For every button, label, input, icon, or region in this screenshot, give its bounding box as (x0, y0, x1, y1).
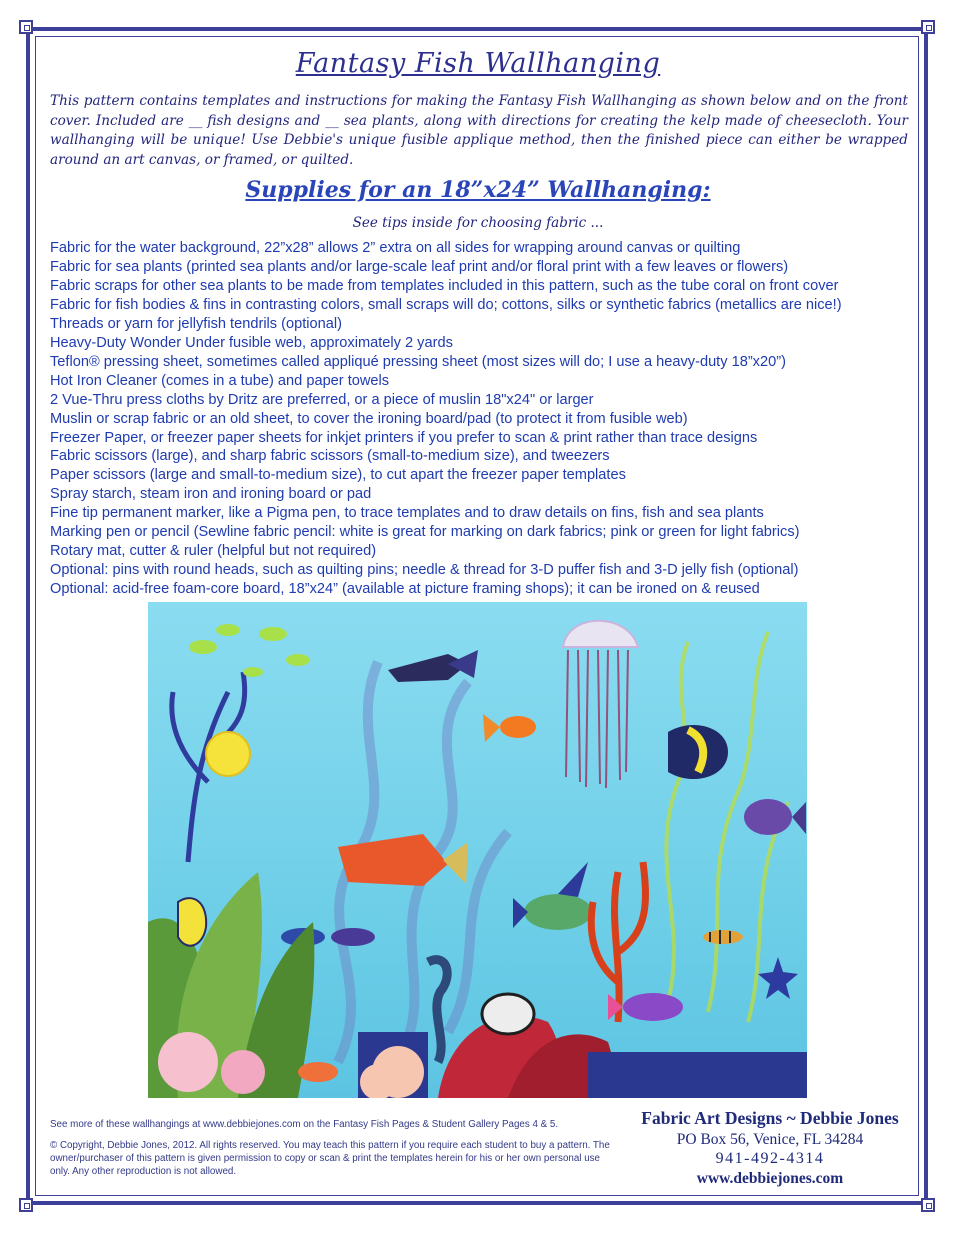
border-corner-ornament (19, 1198, 33, 1212)
wallhanging-photo (148, 602, 807, 1098)
phone-number: 941-492-4314 (715, 1150, 825, 1167)
supply-item: Teflon® pressing sheet, sometimes called appliqué pressing sheet (most sizes will do; I use a heavy-duty 18”x20”) (50, 353, 786, 370)
supply-item: Rotary mat, cutter & ruler (helpful but not required) (50, 543, 377, 560)
supplies-tip: See tips inside for choosing fabric ... (352, 215, 604, 231)
supply-item: Fabric for fish bodies & fins in contrasting colors, small scraps will do; cottons, silks or synthetic fabrics (metallics are nice!) (50, 296, 842, 313)
page-title: Fantasy Fish Wallhanging (295, 48, 661, 79)
footer-notes (50, 1118, 618, 1186)
supply-item: Fabric for the water background, 22”x28” allows 2” extra on all sides for wrapping around canvas or quilting (50, 240, 741, 256)
border-corner-ornament (19, 20, 33, 34)
brand-name: Fabric Art Designs ~ Debbie Jones (641, 1108, 899, 1128)
contact-block (620, 1108, 920, 1188)
supply-item: Fabric for sea plants (printed sea plants and/or large-scale leaf print and/or floral print with a few leaves or flowers) (50, 258, 789, 275)
supply-item: Spray starch, steam iron and ironing board or pad (50, 486, 372, 503)
intro-paragraph: This pattern contains templates and instructions for making the Fantasy Fish Wallhanging as shown below and on the front cover. Included are __ fish designs and __ sea plants, along with directions for creating the kelp made of cheesecloth. Your wallhanging will be unique! Use Debbie's unique fusible applique method, then the finished piece can either be wrapped around an art canvas, or framed, or quilted. (50, 93, 908, 168)
supply-item: Optional: pins with round heads, such as quilting pins; needle & thread for 3-D puffer fish and 3-D jelly fish (optional) (50, 562, 799, 579)
border-corner-ornament (921, 20, 935, 34)
supply-item: 2 Vue-Thru press cloths by Dritz are preferred, or a piece of muslin 18"x24" or larger (50, 391, 594, 408)
border-corner-ornament (921, 1198, 935, 1212)
supplies-heading: Supplies for an 18”x24” Wallhanging: (245, 177, 711, 203)
supply-item: Heavy-Duty Wonder Under fusible web, approximately 2 yards (50, 334, 453, 351)
yellow-angelfish (178, 898, 206, 946)
supply-item: Threads or yarn for jellyfish tendrils (optional) (50, 315, 342, 332)
supply-item: Fabric scissors (large), and sharp fabric scissors (small-to-medium size), and tweezers (50, 448, 610, 465)
supply-item: Paper scissors (large and small-to-medium size), to cut apart the freezer paper templates (50, 467, 626, 484)
supply-item: Fine tip permanent marker, like a Pigma pen, to trace templates and to draw details on fins, fish and sea plants (50, 505, 764, 522)
footer-more-info: See more of these wallhangings at www.debbiejones.com on the Fantasy Fish Pages & Student Gallery Pages 4 & 5. (50, 1119, 559, 1130)
supply-item: Hot Iron Cleaner (comes in a tube) and paper towels (50, 372, 390, 389)
yellow-puffer-fish (206, 732, 250, 776)
supply-item: Muslin or scrap fabric or an old sheet, to cover the ironing board/pad (to protect it from fusible web) (50, 410, 688, 427)
website: www.debbiejones.com (696, 1170, 844, 1187)
mailing-address: PO Box 56, Venice, FL 34284 (676, 1131, 864, 1148)
supply-item: Freezer Paper, or freezer paper sheets for inkjet printers if you prefer to scan & print rather than trace designs (50, 429, 758, 446)
small-striped-fish (703, 930, 743, 944)
supply-item: Fabric scraps for other sea plants to be made from templates included in this pattern, such as the tube coral on front cover (50, 277, 839, 294)
supplies-list (50, 239, 920, 599)
supply-item: Marking pen or pencil (Sewline fabric pencil: white is great for marking on dark fabrics; pink or green for light fabrics) (50, 524, 800, 541)
footer-copyright: © Copyright, Debbie Jones, 2012. All rights reserved. You may teach this pattern if you require each student to buy a pattern. The owner/purchaser of this pattern is given permission to copy or scan & print the templates herein for his or her own personal use only. Any other reproduction is not allowed. (50, 1140, 610, 1177)
zebra-puffer-fish (482, 994, 534, 1034)
supply-item: Optional: acid-free foam-core board, 18”x24” (available at picture framing shops); it can be ironed on & reused (50, 581, 760, 598)
clownfish (298, 1062, 338, 1082)
